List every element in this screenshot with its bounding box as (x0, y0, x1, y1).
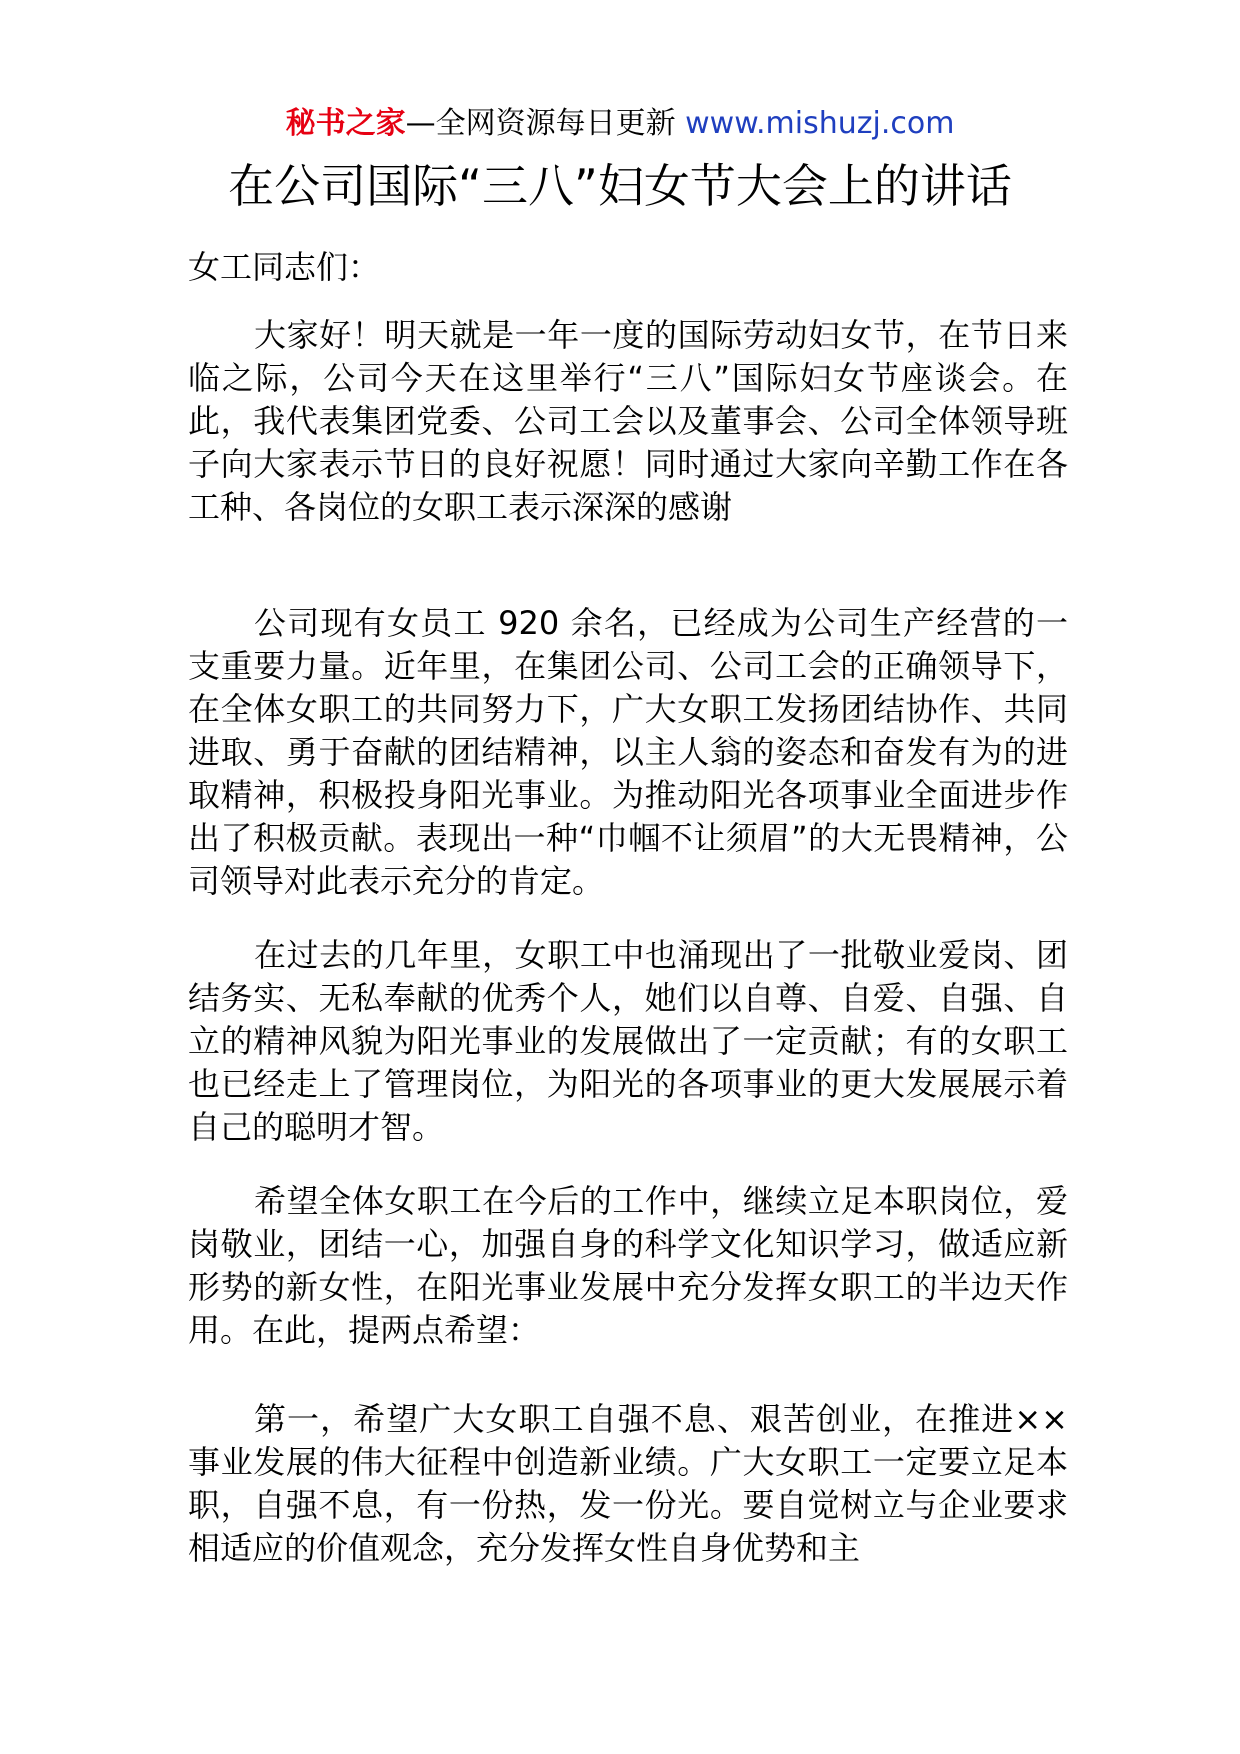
site-tagline: —全网资源每日更新 (405, 106, 676, 141)
paragraph-greeting: 大家好！明天就是一年一度的国际劳动妇女节，在节日来临之际，公司今天在这里举行“三八”国际妇女节座谈会。在此，我代表集团党委、公司工会以及董事会、公司全体领导班子向大家表示节日的良好祝愿！同时通过大家向辛勤工作在各工种、各岗位的女职工表示深深的感谢 (188, 316, 1068, 526)
paragraph-first-hope: 第一，希望广大女职工自强不息、艰苦创业，在推进××事业发展的伟大征程中创造新业绩。广大女职工一定要立足本职，自强不息，有一份热，发一份光。要自觉树立与企业要求相适应的价值观念，充分发挥女性自身优势和主 (188, 1400, 1068, 1567)
site-header (0, 104, 1240, 144)
paragraph-outstanding-individuals: 在过去的几年里，女职工中也涌现出了一批敬业爱岗、团结务实、无私奉献的优秀个人，她们以自尊、自爱、自强、自立的精神风貌为阳光事业的发展做出了一定贡献；有的女职工也已经走上了管理岗位，为阳光的各项事业的更大发展展示着自己的聪明才智。 (188, 936, 1068, 1146)
site-brand: 秘书之家 (285, 106, 406, 141)
site-url[interactable]: www.mishuzj.com (685, 106, 955, 141)
salutation: 女工同志们： (188, 248, 381, 286)
document-title: 在公司国际“三八”妇女节大会上的讲话 (228, 159, 1012, 213)
paragraph-staff-overview: 公司现有女员工 920 余名，已经成为公司生产经营的一支重要力量。近年里，在集团公司、公司工会的正确领导下，在全体女职工的共同努力下，广大女职工发扬团结协作、共同进取、勇于奋献的团结精神，以主人翁的姿态和奋发有为的进取精神，积极投身阳光事业。为推动阳光各项事业全面进步作出了积极贡献。表现出一种“巾帼不让须眉”的大无畏精神，公司领导对此表示充分的肯定。 (188, 604, 1068, 900)
paragraph-hopes: 希望全体女职工在今后的工作中，继续立足本职岗位，爱岗敬业，团结一心，加强自身的科学文化知识学习，做适应新形势的新女性，在阳光事业发展中充分发挥女职工的半边天作用。在此，提两点希望： (188, 1182, 1068, 1349)
